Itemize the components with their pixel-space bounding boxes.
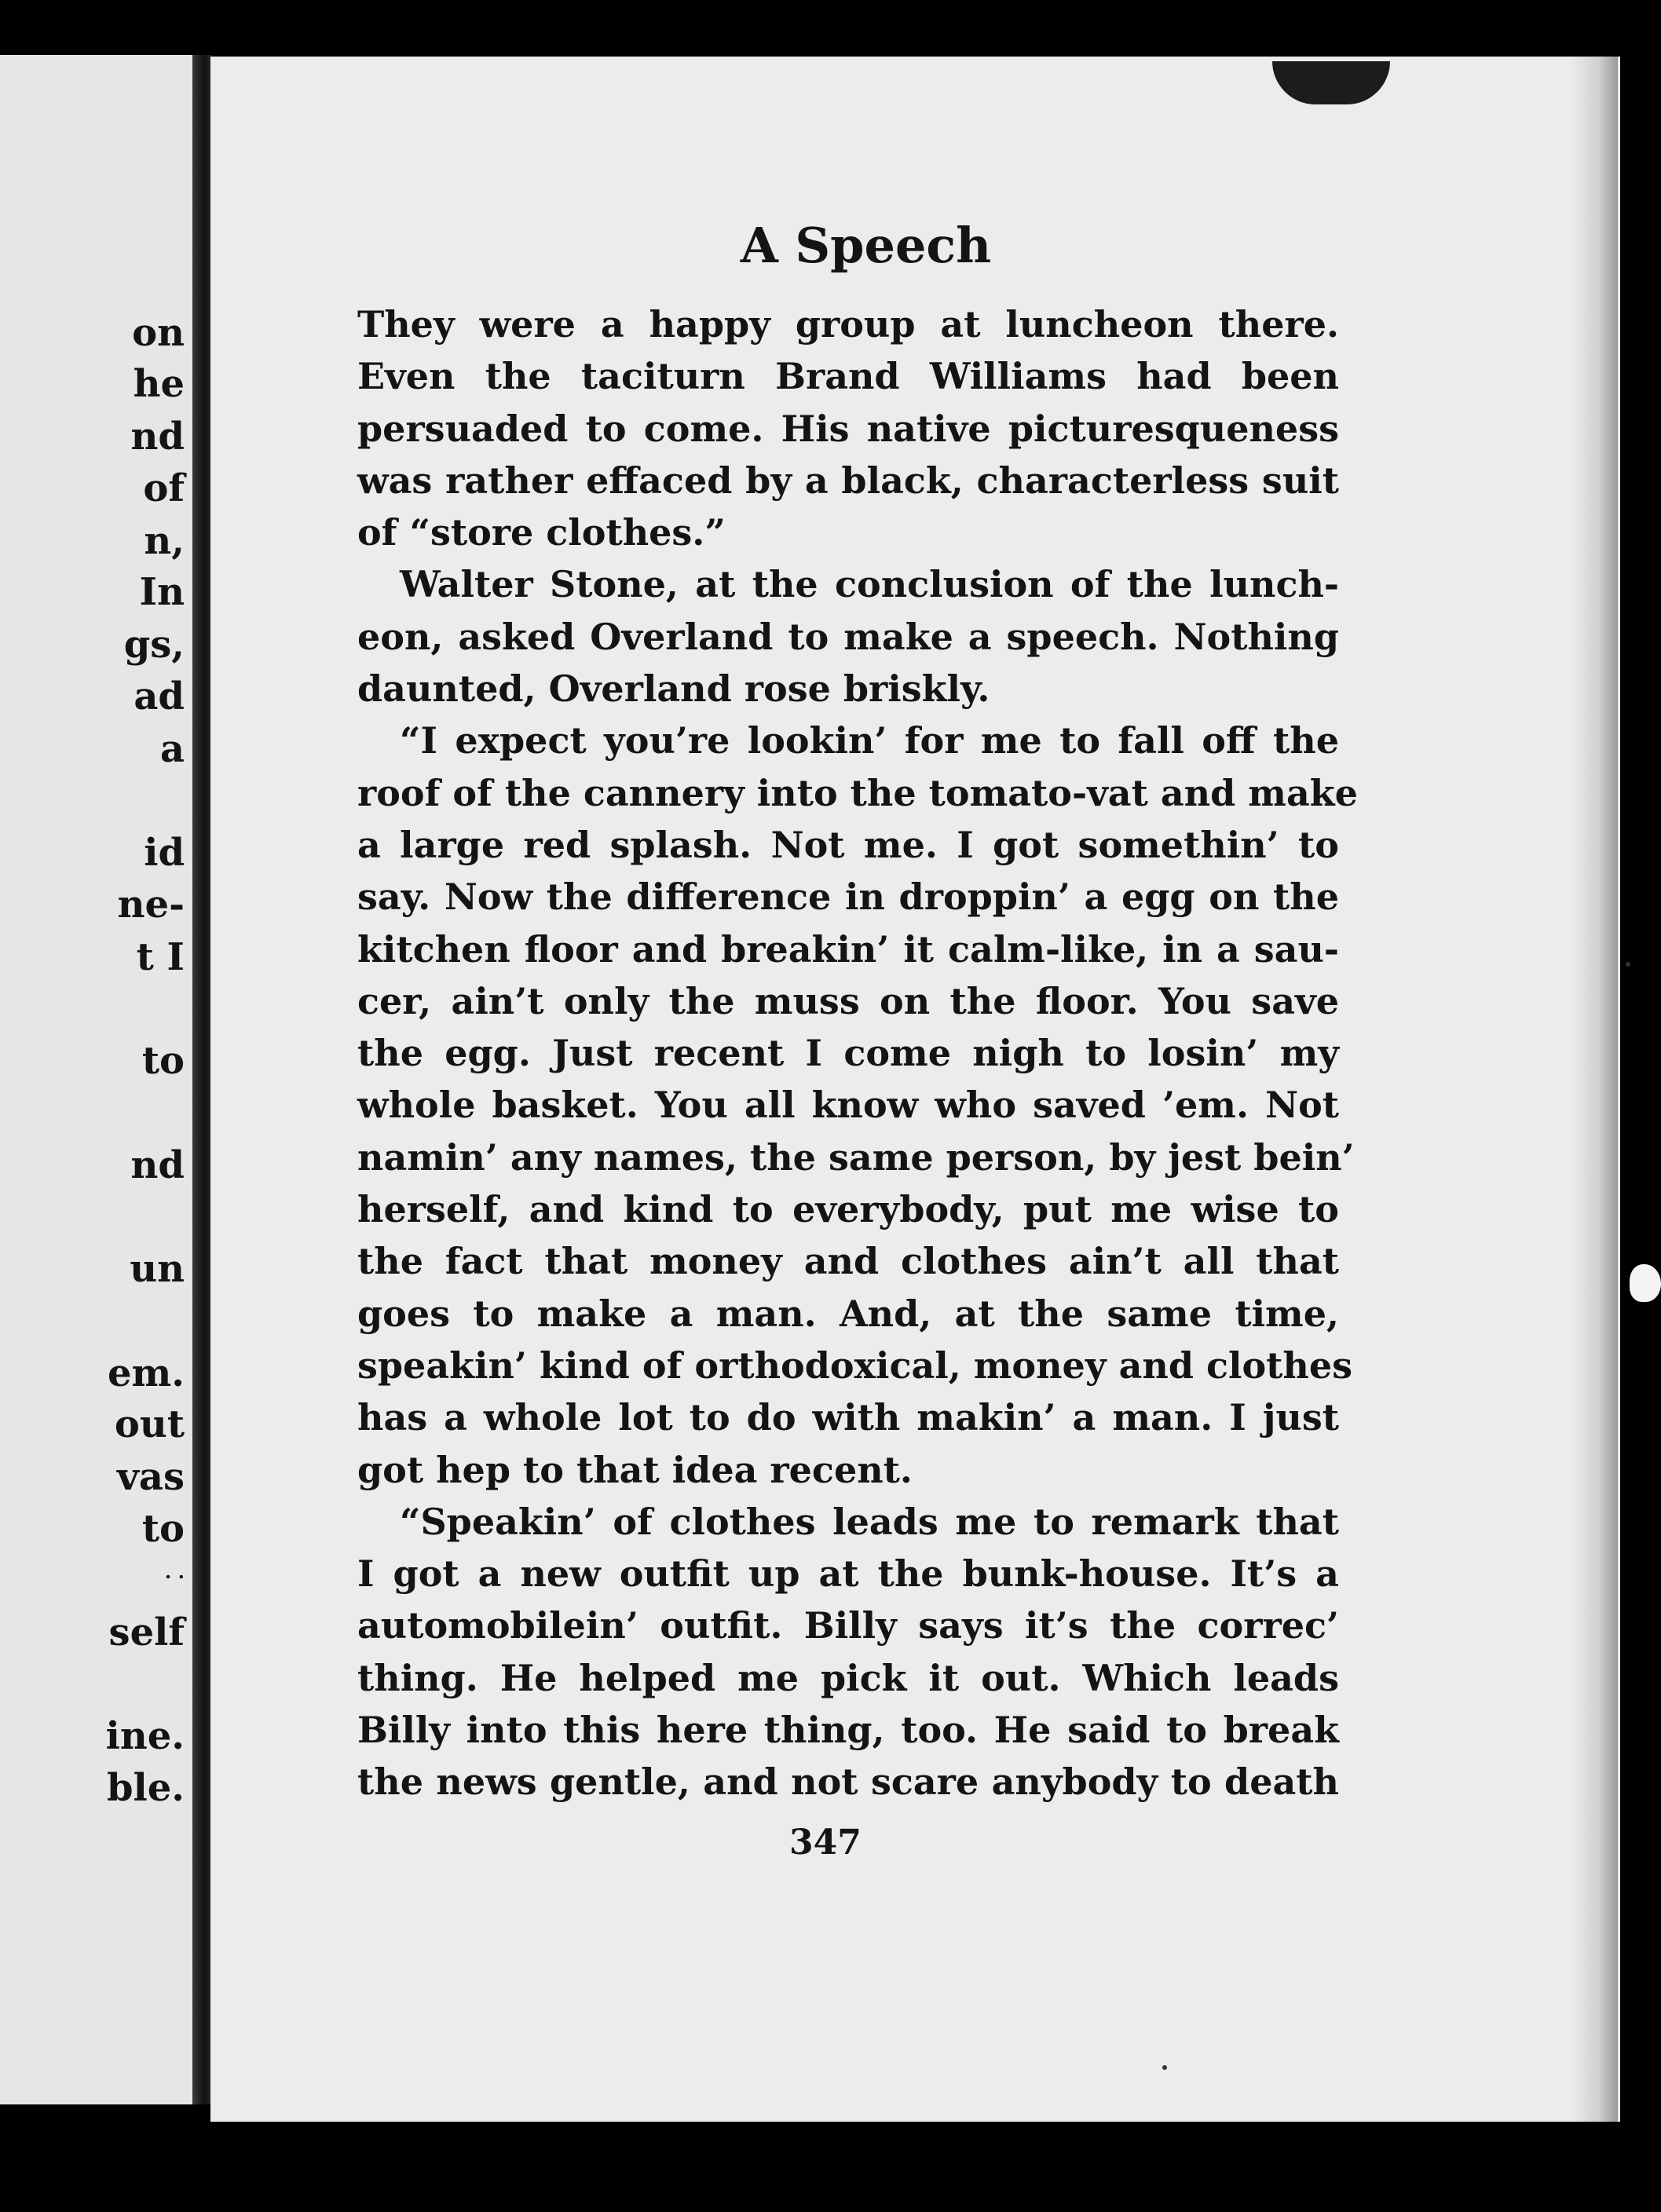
book-gutter [192,55,212,2104]
left-page-fragment: self [108,1611,185,1654]
text-line: goes to make a man. And, at the same time, [357,1292,1339,1335]
left-page-fragment: ble. [106,1766,185,1810]
scan-speck [1162,2065,1167,2070]
text-line: of “store clothes.” [357,511,726,554]
text-line: say. Now the difference in droppin’ a egg on the [357,876,1339,919]
left-page-fragment: gs, [123,623,185,667]
chapter-title: A Speech [740,217,992,274]
text-line: the fact that money and clothes ain’t all that [357,1240,1339,1283]
text-line: cer, ain’t only the muss on the floor. You save [357,979,1339,1022]
text-line: the egg. Just recent I come nigh to losin’ my [357,1032,1339,1075]
left-page-fragment: vas [116,1455,185,1499]
left-page-fragment: to [141,1507,185,1551]
text-line: “I expect you’re lookin’ for me to fall off the [400,719,1339,762]
left-page-fragment: t I [136,935,185,979]
left-page-fragment: ad [134,675,185,718]
left-page-fragment: . . [164,1560,185,1583]
left-page-fragment: In [139,570,185,614]
text-line: Walter Stone, at the conclusion of the lunch- [400,563,1339,606]
left-page-fragment: to [141,1039,185,1083]
left-page-fragment: a [159,727,185,771]
text-line: Billy into this here thing, too. He said to break [357,1709,1339,1752]
text-line: Even the taciturn Brand Williams had been [357,355,1339,398]
text-line: persuaded to come. His native picturesqueness [357,407,1339,450]
left-page-fragment: ine. [105,1714,185,1758]
page-number: 347 [789,1823,862,1863]
text-line: “Speakin’ of clothes leads me to remark that [400,1500,1339,1543]
text-line: namin’ any names, the same person, by jest bein’ [357,1135,1355,1179]
scan-blot [1630,1264,1661,1302]
text-line: They were a happy group at luncheon there. [357,303,1339,346]
text-line: kitchen floor and breakin’ it calm-like, in a sau- [357,927,1339,971]
text-line: the news gentle, and not scare anybody to death [357,1760,1339,1804]
left-page-fragment: nd [130,415,185,459]
text-line: automobilein’ outfit. Billy says it’s the correc’ [357,1604,1339,1647]
scan-speck [1626,962,1630,967]
page-edge-shadow [1571,57,1618,2122]
text-line: I got a new outfit up at the bunk-house. It’s a [357,1552,1339,1596]
left-page-fragment: nd [130,1143,185,1187]
left-page-fragment: he [133,362,185,406]
text-line: a large red splash. Not me. I got somethin’ to [357,823,1339,866]
body-text [357,298,1358,1808]
text-line: has a whole lot to do with makin’ a man. I just [357,1396,1339,1439]
left-page-fragment: ne- [117,883,185,927]
left-page-fragment: on [132,311,185,355]
text-line: roof of the cannery into the tomato-vat and make [357,771,1358,814]
text-line: eon, asked Overland to make a speech. Nothing [357,615,1339,658]
text-line: thing. He helped me pick it out. Which leads [357,1656,1339,1699]
left-page-fragment: n, [144,519,185,563]
left-page-fragment: id [144,831,185,875]
text-line: daunted, Overland rose briskly. [357,667,990,711]
left-page-fragment: out [114,1402,185,1446]
left-page-fragment: em. [107,1351,185,1395]
text-line: was rather effaced by a black, characterless suit [357,459,1339,502]
left-page-fragment: of [143,466,185,510]
text-line: herself, and kind to everybody, put me wise to [357,1188,1339,1231]
left-page-fragment: un [130,1247,185,1291]
left-facing-page [0,55,192,2104]
text-line: whole basket. You all know who saved ’em. Not [357,1084,1339,1127]
text-line: got hep to that idea recent. [357,1448,913,1491]
text-line: speakin’ kind of orthodoxical, money and clothes [357,1344,1353,1387]
